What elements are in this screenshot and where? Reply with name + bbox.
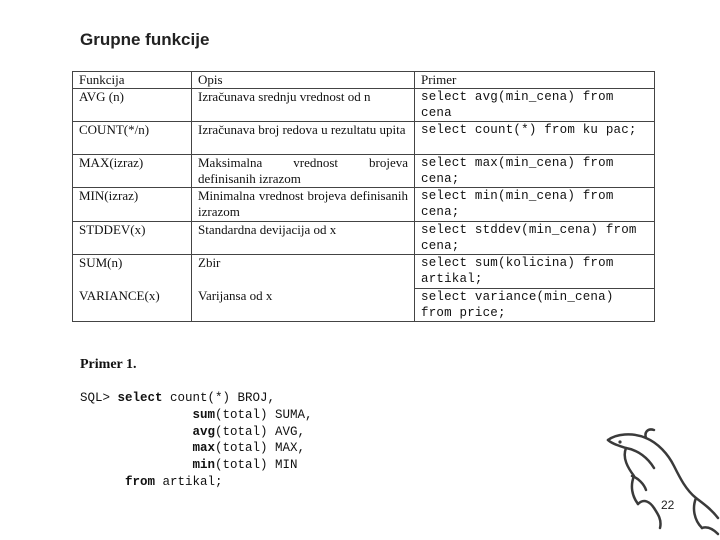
header-primer: Primer <box>415 72 655 89</box>
desc-cell: Izračunava broj redova u rezultatu upita <box>192 122 415 155</box>
page-number: 22 <box>661 498 675 512</box>
desc-cell: Varijansa od x <box>198 288 273 303</box>
desc-cell: Izračunava srednju vrednost od n <box>192 89 415 122</box>
slide-title: Grupne funkcije <box>80 30 210 49</box>
sql-text: (total) AVG, <box>215 424 306 439</box>
sql-keyword: max <box>192 441 216 456</box>
func-cell-group <box>73 255 192 322</box>
func-cell: MAX(izraz) <box>73 155 192 188</box>
desc-cell: Standardna devijacija od x <box>192 222 415 255</box>
table-row <box>73 155 655 188</box>
example-cell: select variance(min_cena) from price; <box>421 290 614 320</box>
func-cell: AVG (n) <box>73 89 192 122</box>
func-cell: STDDEV(x) <box>73 222 192 255</box>
header-opis: Opis <box>192 72 415 89</box>
desc-cell: Minimalna vrednost brojeva definisanih izrazom <box>192 188 415 222</box>
sql-prompt: SQL> <box>80 391 118 405</box>
example-cell: select sum(kolicina) from artikal; <box>415 255 654 289</box>
table-row <box>73 255 655 322</box>
table-row <box>73 222 655 255</box>
dolphin-logo-icon <box>598 428 720 540</box>
sql-text: (total) SUMA, <box>215 407 313 422</box>
header-funkcija: Funkcija <box>73 72 192 89</box>
example-cell-group <box>415 255 655 322</box>
example-cell: select avg(min_cena) from cena <box>415 89 655 122</box>
table-row <box>73 188 655 222</box>
sql-text: (total) MAX, <box>215 441 306 456</box>
table-row <box>73 122 655 155</box>
example-cell: select count(*) from ku pac; <box>415 122 655 155</box>
sql-text: count(*) BROJ, <box>162 391 276 405</box>
func-cell: MIN(izraz) <box>73 188 192 222</box>
example-cell: select min(min_cena) from cena; <box>415 188 655 222</box>
sql-keyword: min <box>192 458 216 473</box>
sql-text: (total) MIN <box>215 458 298 473</box>
group-functions-table <box>72 71 655 322</box>
func-cell: SUM(n) <box>79 255 123 270</box>
desc-cell: Zbir <box>198 255 221 270</box>
sql-keyword: from <box>125 474 156 489</box>
table-header-row <box>73 72 655 89</box>
func-cell: VARIANCE(x) <box>79 288 160 303</box>
example-cell: select stddev(min_cena) from cena; <box>415 222 655 255</box>
table-row <box>73 89 655 122</box>
desc-cell: Maksimalna vrednost brojeva definisanih izrazom <box>192 155 415 188</box>
func-cell: COUNT(*/n) <box>73 122 192 155</box>
sql-keyword: avg <box>192 424 216 439</box>
sql-text: artikal; <box>155 474 223 489</box>
example-title: Primer 1. <box>80 357 137 372</box>
sql-example-block <box>80 390 313 491</box>
sql-keyword: select <box>117 391 163 405</box>
example-cell: select max(min_cena) from cena; <box>415 155 655 188</box>
sql-keyword: sum <box>192 407 216 422</box>
desc-cell-group <box>192 255 415 322</box>
